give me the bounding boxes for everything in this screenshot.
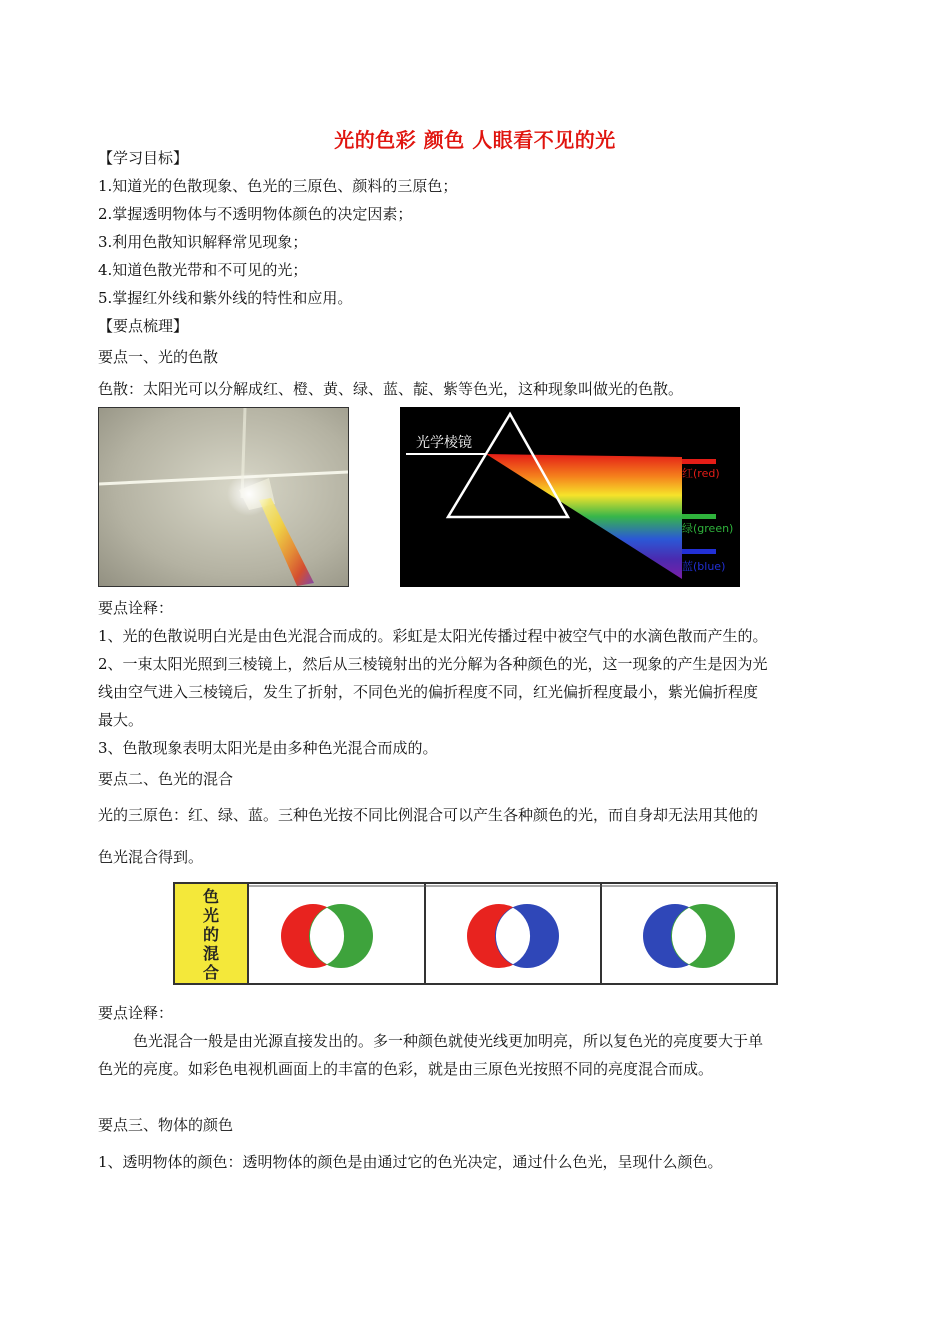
page-title: 光的色彩 颜色 人眼看不见的光 — [334, 128, 616, 152]
note-line: 3、色散现象表明太阳光是由多种色光混合而成的。 — [98, 739, 438, 757]
note-line: 色光的亮度。如彩色电视机画面上的丰富的色彩，就是由三原色光按照不同的亮度混合而成。 — [98, 1060, 714, 1078]
note-line: 最大。 — [98, 711, 144, 729]
objective-item: 3.利用色散知识解释常见现象； — [98, 233, 308, 251]
notes2-title: 要点诠释： — [98, 1004, 174, 1022]
point2-text: 光的三原色：红、绿、蓝。三种色光按不同比例混合可以产生各种颜色的光，而自身却无法用其他的 — [98, 806, 759, 824]
mix-label-char: 混 — [202, 944, 220, 963]
prism-photo — [98, 407, 349, 587]
mix-red-blue — [467, 904, 559, 968]
mix-label-char: 光 — [202, 906, 220, 925]
note-line: 2、一束太阳光照到三棱镜上，然后从三棱镜射出的光分解为各种颜色的光，这一现象的产生是因为光 — [98, 655, 768, 673]
note-line: 色光混合一般是由光源直接发出的。多一种颜色就使光线更加明亮，所以复色光的亮度要大于单 — [133, 1032, 764, 1050]
point1-title: 要点一、光的色散 — [98, 348, 219, 366]
mix-label-char: 合 — [202, 963, 220, 982]
mix-red-green — [281, 904, 373, 968]
point2-title: 要点二、色光的混合 — [98, 770, 234, 788]
notes1-title: 要点诠释： — [98, 599, 174, 617]
section-heading-objectives: 【学习目标】 — [98, 149, 189, 167]
prism-label: 光学棱镜 — [416, 435, 472, 451]
prism-diagram — [400, 407, 740, 587]
mix-label-char: 色 — [202, 887, 220, 906]
objective-item: 5.掌握红外线和紫外线的特性和应用。 — [98, 289, 353, 307]
blue-label: 蓝(blue) — [682, 560, 726, 573]
green-label: 绿(green) — [682, 522, 734, 535]
color-mixing-figure — [173, 882, 778, 985]
point3-title: 要点三、物体的颜色 — [98, 1116, 234, 1134]
note-line: 线由空气进入三棱镜后，发生了折射，不同色光的偏折程度不同，红光偏折程度最小，紫光偏折程度 — [98, 683, 759, 701]
point2-text: 色光混合得到。 — [98, 848, 204, 866]
mix-blue-green — [643, 904, 735, 968]
point1-definition: 色散：太阳光可以分解成红、橙、黄、绿、蓝、靛、紫等色光，这种现象叫做光的色散。 — [98, 380, 684, 398]
note-line: 1、光的色散说明白光是由色光混合而成的。彩虹是太阳光传播过程中被空气中的水滴色散而产生的。 — [98, 627, 768, 645]
objective-item: 2.掌握透明物体与不透明物体颜色的决定因素； — [98, 205, 413, 223]
mix-label-char: 的 — [202, 925, 220, 944]
objective-item: 4.知道色散光带和不可见的光； — [98, 261, 308, 279]
red-label: 红(red) — [682, 467, 720, 480]
point3-text: 1、透明物体的颜色：透明物体的颜色是由通过它的色光决定，通过什么色光，呈现什么颜色。 — [98, 1153, 723, 1171]
section-heading-keypoints: 【要点梳理】 — [98, 317, 189, 335]
objective-item: 1.知道光的色散现象、色光的三原色、颜料的三原色； — [98, 177, 458, 195]
